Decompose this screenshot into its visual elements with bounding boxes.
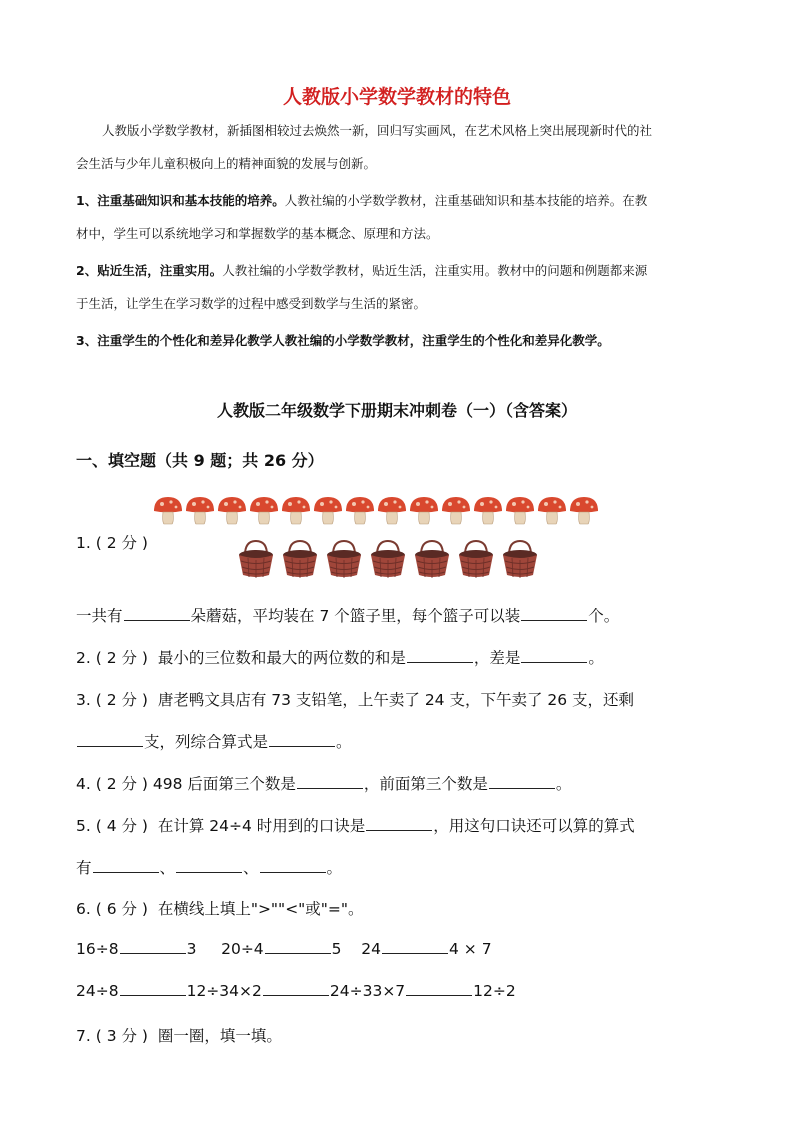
q6-expr: 12÷2 — [473, 982, 516, 1000]
answer-blank[interactable] — [260, 871, 326, 873]
mushroom-row — [152, 495, 600, 525]
answer-blank[interactable] — [120, 952, 186, 954]
question-6 — [76, 897, 364, 919]
point-1-line-2: 材中，学生可以系统地学习和掌握数学的基本概念、原理和方法。 — [76, 226, 439, 241]
point-2-text: 人教社编的小学数学教材，贴近生活，注重实用。教材中的问题和例题都来源 — [222, 263, 648, 278]
q3-part-c: 。 — [336, 733, 352, 751]
intro-paragraph — [76, 114, 716, 180]
mushroom-icon — [152, 495, 184, 525]
question-6-row-1 — [76, 940, 492, 958]
question-3 — [76, 688, 634, 710]
answer-blank[interactable] — [297, 787, 363, 789]
q6-expr: 20÷4 — [221, 940, 264, 958]
answer-blank[interactable] — [407, 661, 473, 663]
mushroom-icon — [248, 495, 280, 525]
question-6-row-2 — [76, 982, 516, 1000]
q3-part-b: 支，列综合算式是 — [144, 733, 269, 751]
mushroom-icon — [376, 495, 408, 525]
basket-icon — [412, 539, 452, 579]
answer-blank[interactable] — [176, 871, 242, 873]
q6-expr: 5 — [331, 940, 342, 958]
answer-blank[interactable] — [120, 994, 186, 996]
q2-part-c: 。 — [588, 649, 604, 667]
point-3-text: 3、注重学生的个性化和差异化教学人教社编的小学数学教材，注重学生的个性化和差异化教学。 — [76, 333, 610, 348]
q6-expr: 12÷3 — [186, 982, 230, 1000]
q7-text: 圈一圈，填一填。 — [157, 1027, 282, 1045]
mushroom-icon — [504, 495, 536, 525]
q5-part-b: ，用这句口诀还可以算的算式 — [433, 817, 635, 835]
mushroom-icon — [440, 495, 472, 525]
q5-end: 。 — [326, 859, 343, 877]
point-2-line-2: 于生活，让学生在学习数学的过程中感受到数学与生活的紧密。 — [76, 296, 427, 311]
question-1-text — [76, 604, 619, 626]
basket-icon — [236, 539, 276, 579]
answer-blank[interactable] — [521, 661, 587, 663]
basket-icon — [500, 539, 540, 579]
point-1-text: 人教社编的小学数学教材，注重基础知识和基本技能的培养。在教 — [284, 193, 648, 208]
q5-part-c: 有 — [76, 859, 92, 877]
mushroom-icon — [472, 495, 504, 525]
mushroom-icon — [568, 495, 600, 525]
q4-part-b: ，前面第三个数是 — [363, 775, 488, 793]
q4-part-c: 。 — [555, 775, 572, 793]
q4-part-a: 498 后面第三个数是 — [152, 775, 296, 793]
q6-text: 在横线上填上">""<"或"="。 — [157, 900, 364, 918]
question-2 — [76, 646, 604, 668]
q6-expr: 24÷8 — [76, 982, 119, 1000]
q6-expr: 4×2 — [229, 982, 262, 1000]
feature-point-3 — [76, 324, 716, 357]
question-2-label: 2. ( 2 分 ) — [76, 649, 148, 667]
q6-expr: 24 — [361, 940, 381, 958]
basket-icon — [368, 539, 408, 579]
answer-blank[interactable] — [521, 619, 587, 621]
separator: 、 — [243, 859, 259, 877]
q6-expr: 3 — [186, 940, 197, 958]
question-1-label: 1. ( 2 分 ) — [76, 534, 148, 552]
question-5-label: 5. ( 4 分 ) — [76, 817, 148, 835]
basket-icon — [324, 539, 364, 579]
mushroom-icon — [408, 495, 440, 525]
q1-part-c: 个。 — [588, 607, 620, 625]
q3-part-a: 唐老鸭文具店有 73 支铅笔，上午卖了 24 支，下午卖了 26 支，还剩 — [157, 691, 635, 709]
mushroom-icon — [216, 495, 248, 525]
answer-blank[interactable] — [269, 745, 335, 747]
mushroom-icon — [312, 495, 344, 525]
answer-blank[interactable] — [77, 745, 143, 747]
question-3-label: 3. ( 2 分 ) — [76, 691, 148, 709]
question-6-label: 6. ( 6 分 ) — [76, 900, 148, 918]
answer-blank[interactable] — [265, 952, 331, 954]
answer-blank[interactable] — [263, 994, 329, 996]
separator: 、 — [159, 859, 176, 877]
answer-blank[interactable] — [124, 619, 190, 621]
exam-title: 人教版二年级数学下册期末冲刺卷（一）（含答案） — [216, 401, 577, 420]
question-3-line-2 — [76, 730, 352, 752]
q2-part-a: 最小的三位数和最大的两位数的和是 — [157, 649, 406, 667]
basket-row — [236, 539, 544, 579]
q6-expr: 16÷8 — [76, 940, 119, 958]
answer-blank[interactable] — [406, 994, 472, 996]
q1-part-b: 朵蘑菇，平均装在 7 个篮子里，每个篮子可以装 — [190, 607, 521, 625]
q1-part-a: 一共有 — [76, 607, 123, 625]
q2-part-b: ，差是 — [473, 649, 521, 667]
question-5 — [76, 814, 635, 836]
answer-blank[interactable] — [382, 952, 448, 954]
q6-expr: 4 × 7 — [449, 940, 492, 958]
mushroom-icon — [536, 495, 568, 525]
answer-blank[interactable] — [489, 787, 555, 789]
point-2-lead: 2、贴近生活，注重实用。 — [76, 263, 223, 278]
mushroom-icon — [280, 495, 312, 525]
question-7-label: 7. ( 3 分 ) — [76, 1027, 148, 1045]
point-1-lead: 1、注重基础知识和基本技能的培养。 — [76, 193, 285, 208]
q6-expr: 24÷3 — [329, 982, 373, 1000]
question-7 — [76, 1024, 282, 1046]
section-heading: 一、填空题（共 9 题；共 26 分） — [76, 451, 324, 470]
feature-point-2 — [76, 254, 716, 320]
question-4-label: 4. ( 2 分 ) — [76, 775, 148, 793]
mushroom-icon — [344, 495, 376, 525]
intro-line-2: 会生活与少年儿童积极向上的精神面貌的发展与创新。 — [76, 156, 377, 171]
basket-icon — [280, 539, 320, 579]
q6-expr: 3×7 — [372, 982, 406, 1000]
intro-line-1: 人教版小学数学教材，新插图相较过去焕然一新，回归写实画风，在艺术风格上突出展现新时代的社 — [102, 123, 653, 138]
mushroom-icon — [184, 495, 216, 525]
basket-icon — [456, 539, 496, 579]
feature-point-1 — [76, 184, 716, 250]
q5-part-a: 在计算 24÷4 时用到的口诀是 — [157, 817, 366, 835]
page-title: 人教版小学数学教材的特色 — [282, 86, 511, 108]
question-4 — [76, 772, 571, 794]
question-5-line-2 — [76, 856, 342, 878]
answer-blank[interactable] — [366, 829, 432, 831]
answer-blank[interactable] — [93, 871, 159, 873]
